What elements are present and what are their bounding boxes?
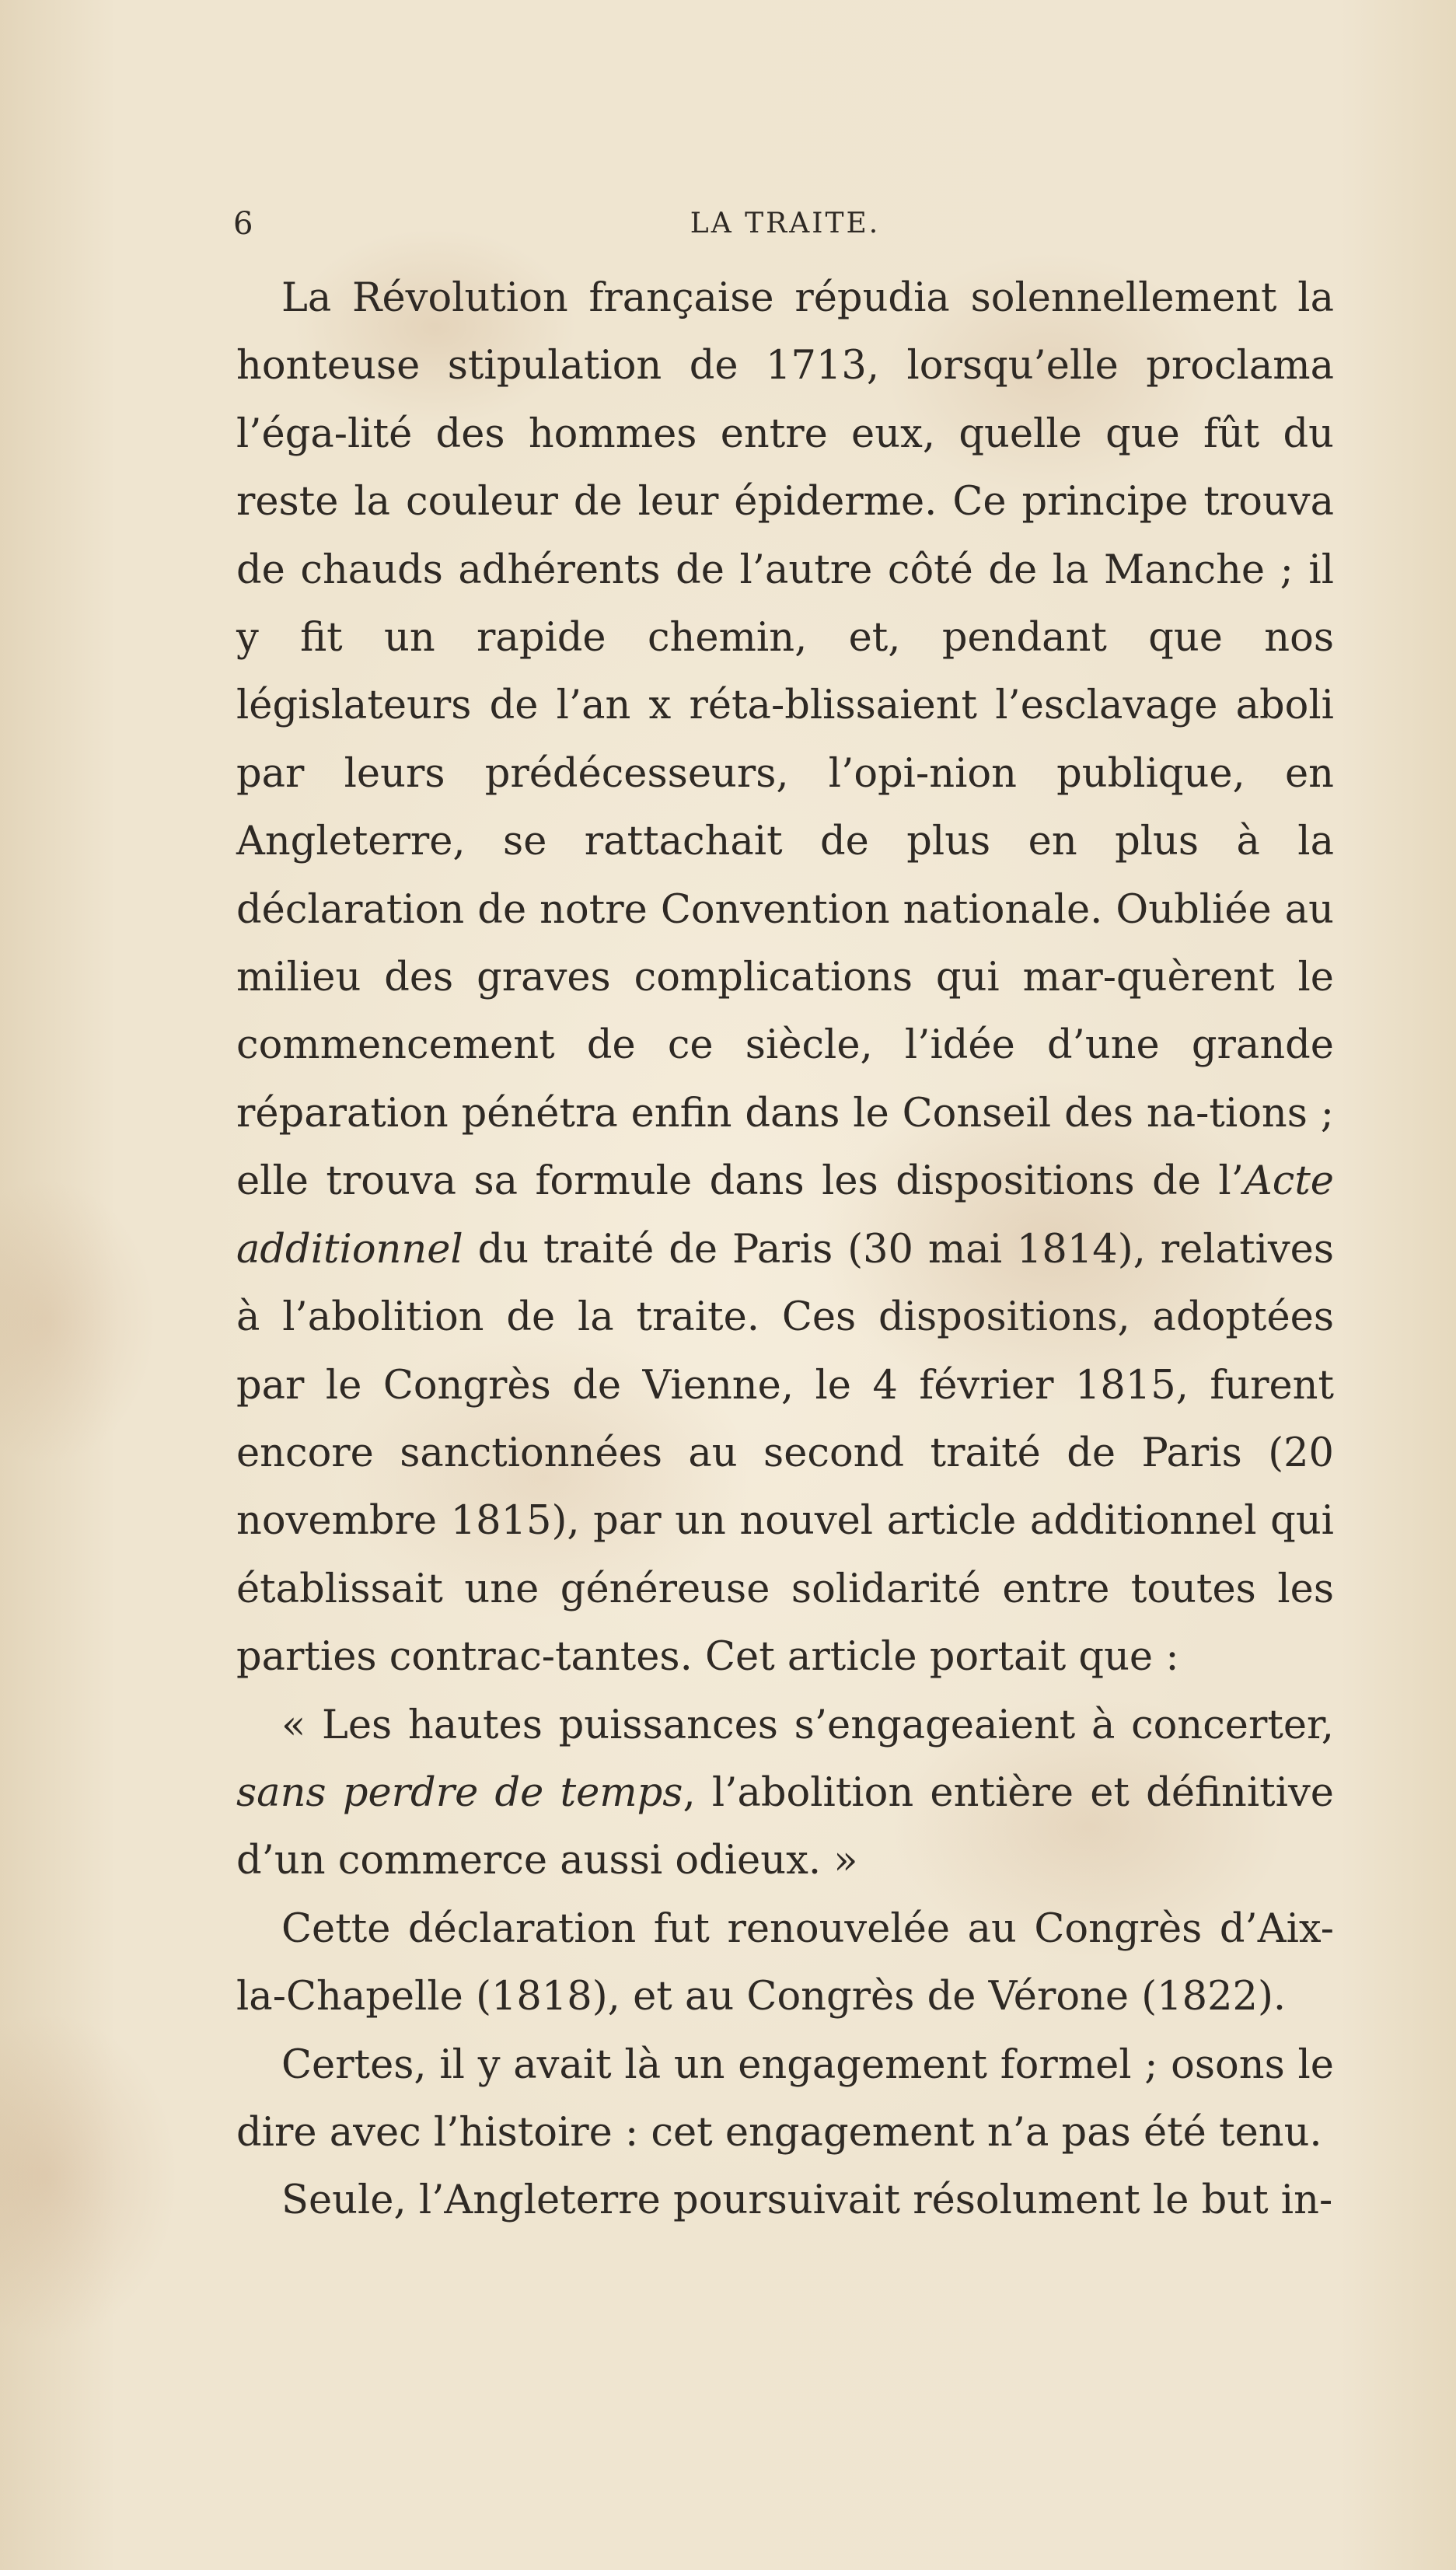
paragraph-1-part-1: La Révolution française répudia solennellement la honteuse stipulation de 1713, lorsqu’elle proclama l’éga-lité des hommes entre eux, quelle que fût du reste la couleur de leur épiderme. Ce principe trouva de chauds adhérents de l’autre côté de la Manche ; il y fit un rapide chemin, et, pendant que nos législateurs de l’an x réta-blissaient l’esclavage aboli par leurs prédécesseurs, l’opi-nion publique, en Angleterre, se rattachait de plus en plus à la déclaration de notre Convention nationale. Oubliée au milieu des graves complications qui mar-quèrent le commencement de ce siècle, l’idée d’une grande réparation pénétra enfin dans le Conseil des na-tions ; elle trouva sa formule dans les dispositions de l’ xyxy=(236,275,1334,1205)
running-title: LA TRAITE. xyxy=(690,208,881,239)
paragraph-2-italic: sans perdre de temps xyxy=(236,1769,683,1816)
paragraph-4-text: Certes, il y avait là un engagement formel ; osons le dire avec l’histoire : cet engagement n’a pas été tenu. xyxy=(236,2041,1334,2156)
paragraph-3 xyxy=(236,1895,1334,2031)
paragraph-1 xyxy=(236,264,1334,1692)
paragraph-5-text: Seule, l’Angleterre poursuivait résolument le but in- xyxy=(281,2177,1333,2224)
paragraph-1-italic: Acte additionnel xyxy=(236,1158,1334,1273)
paragraph-5 xyxy=(236,2167,1334,2234)
paragraph-1-part-2: du traité de Paris (30 mai 1814), relatives à l’abolition de la traite. Ces dispositions, adoptées par le Congrès de Vienne, le 4 février 1815, furent encore sanctionnées au second traité de Paris (20 novembre 1815), par un nouvel article additionnel qui établissait une généreuse solidarité entre toutes les parties contrac-tantes. Cet article portait que : xyxy=(236,1226,1334,1681)
paragraph-4 xyxy=(236,2031,1334,2167)
page-number: 6 xyxy=(233,206,254,242)
paragraph-3-text: Cette déclaration fut renouvelée au Congrès d’Aix-la-Chapelle (1818), et au Congrès de Vérone (1822). xyxy=(236,1905,1334,2020)
body-text xyxy=(236,264,1334,2235)
paragraph-2-part-2: , l’abolition entière et définitive d’un commerce aussi odieux. » xyxy=(236,1769,1334,1884)
paragraph-2-quotation xyxy=(236,1692,1334,1895)
paragraph-2-part-1: « Les hautes puissances s’engageaient à concerter, xyxy=(281,1702,1334,1748)
page-header xyxy=(233,201,1337,247)
